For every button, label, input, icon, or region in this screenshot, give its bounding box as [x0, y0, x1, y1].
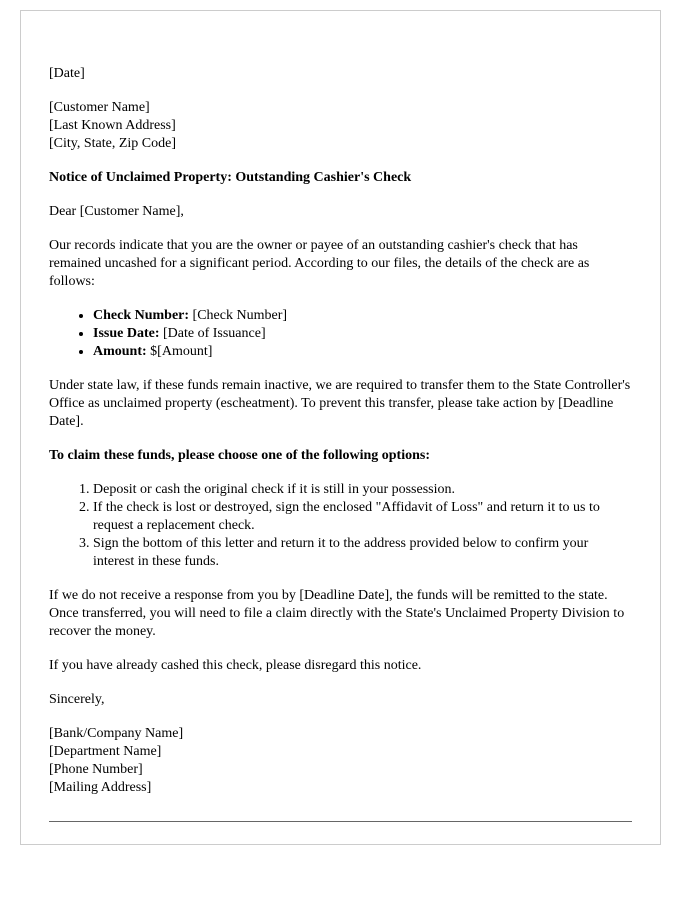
signature-mailing-address: [Mailing Address]: [49, 780, 152, 795]
check-number-label: Check Number:: [93, 308, 190, 323]
closing: Sincerely,: [49, 692, 105, 707]
paragraph-disregard: If you have already cashed this check, please disregard this notice.: [49, 658, 422, 673]
issue-date-value: [Date of Issuance]: [159, 326, 266, 341]
recipient-address: [Last Known Address]: [49, 118, 176, 133]
signature-department: [Department Name]: [49, 744, 162, 759]
paragraph-no-response: If we do not receive a response from you by [Deadline Date], the funds will be remitted to the state. Once transferred, you will need to file a claim directly with the State's Unclaimed Property Division to recover the money.: [49, 588, 625, 639]
signature-company: [Bank/Company Name]: [49, 726, 184, 741]
letter-page: [20, 10, 661, 845]
amount-value: $[Amount]: [146, 344, 213, 359]
claim-option-deposit: 1. Deposit or cash the original check if it is still in your possession.: [93, 481, 632, 499]
salutation: Dear [Customer Name],: [49, 204, 184, 219]
claim-option-sign-letter: 3. Sign the bottom of this letter and return it to the address provided below to confirm your interest in these funds.: [93, 535, 632, 571]
options-heading: To claim these funds, please choose one of the following options:: [49, 448, 431, 463]
check-detail-issue-date: [93, 325, 632, 343]
date-line: [Date]: [49, 66, 85, 81]
check-detail-amount: [93, 343, 632, 361]
claim-options-list: [49, 481, 632, 571]
check-detail-number: [93, 307, 632, 325]
check-details-list: [49, 307, 632, 361]
bottom-divider: [49, 821, 632, 822]
signature-phone: [Phone Number]: [49, 762, 143, 777]
recipient-name: [Customer Name]: [49, 100, 150, 115]
subject-line: Notice of Unclaimed Property: Outstanding Cashier's Check: [49, 170, 412, 185]
paragraph-state-law: Under state law, if these funds remain inactive, we are required to transfer them to the State Controller's Office as unclaimed property (escheatment). To prevent this transfer, please take action by [Deadline Date].: [49, 378, 631, 429]
claim-option-affidavit: 2. If the check is lost or destroyed, sign the enclosed "Affidavit of Loss" and return it to us to request a replacement check.: [93, 499, 632, 535]
recipient-city-state-zip: [City, State, Zip Code]: [49, 136, 177, 151]
amount-label: Amount:: [93, 344, 147, 359]
recipient-address-block: [49, 99, 632, 153]
paragraph-records: Our records indicate that you are the owner or payee of an outstanding cashier's check that has remained uncashed for a significant period. According to our files, the details of the check are as follows:: [49, 238, 590, 289]
issue-date-label: Issue Date:: [93, 326, 160, 341]
signature-block: [49, 725, 632, 797]
check-number-value: [Check Number]: [189, 308, 288, 323]
